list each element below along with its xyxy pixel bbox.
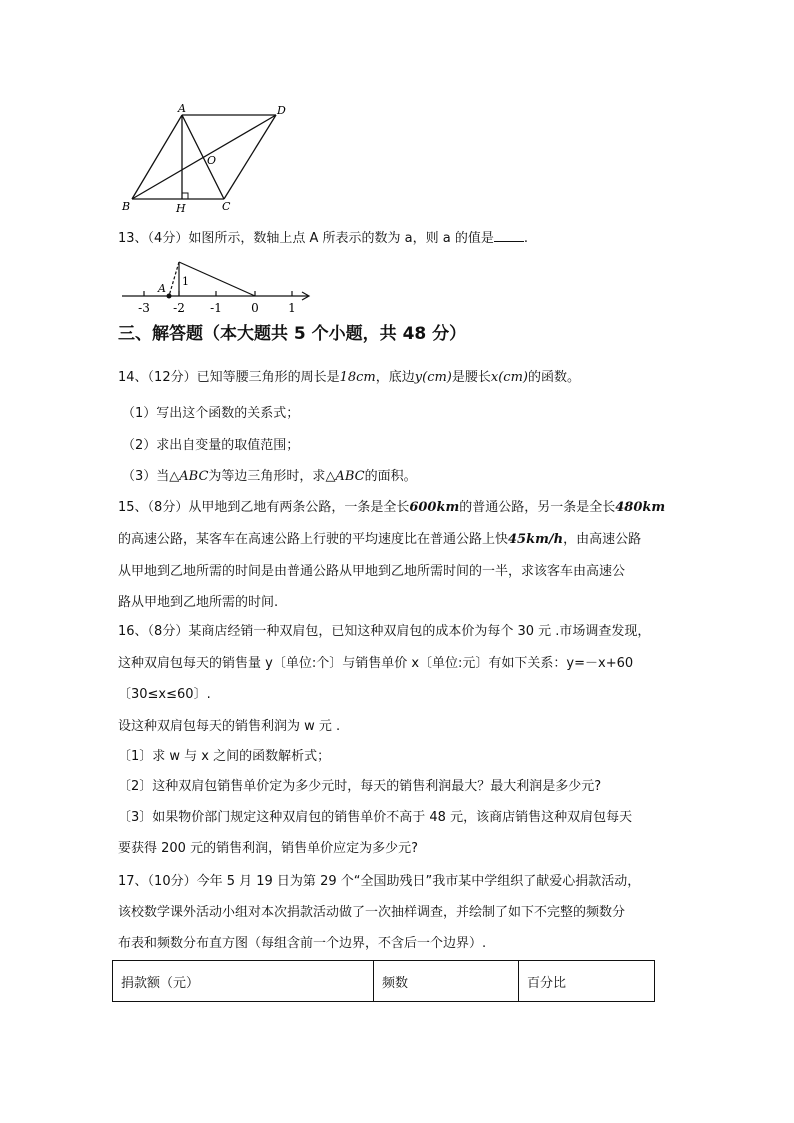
hypotenuse	[179, 262, 255, 296]
number-line-figure	[118, 253, 318, 317]
q14-body: 的函数。	[528, 370, 581, 385]
tick-label: -2	[173, 301, 185, 315]
q13-text	[118, 229, 528, 248]
q17-line1	[118, 873, 640, 891]
tick-label: 1	[288, 301, 296, 315]
q14-leg-var: x(cm)	[490, 370, 528, 385]
edge-dc	[224, 115, 276, 199]
q15-number: 15、	[118, 500, 148, 515]
label-h: H	[176, 202, 186, 215]
q14-body: 是腰长	[451, 370, 491, 385]
q16-sub3a: 〔3〕如果物价部门规定这种双肩包的销售单价不高于 48 元，该商店销售这种双肩包每天	[118, 810, 633, 825]
table-header-row	[113, 961, 655, 1002]
q17-score: （10分）	[147, 874, 197, 889]
q16-line3: 〔30≤x≤60〕.	[118, 687, 211, 702]
right-angle-mark	[182, 193, 188, 199]
q13-number: 13、	[118, 231, 148, 246]
tick-label: -3	[138, 301, 150, 315]
q15-body: 的高速公路，某客车在高速公路上行驶的平均速度比在普通公路上快	[118, 532, 509, 547]
q16-body: 某商店经销一种双肩包，已知这种双肩包的成本价为每个 30 元 .市场调查发现，	[188, 624, 651, 639]
tick-label: -1	[210, 301, 222, 315]
q14-sub3-text: （3）当	[122, 469, 170, 484]
label-a: A	[178, 102, 186, 115]
q14-sub1: （1）写出这个函数的关系式；	[122, 406, 300, 421]
q15-line2	[118, 531, 641, 549]
point-a-label: A	[158, 282, 166, 295]
q17-body: 今年 5 月 19 日为第 29 个“全国助残日”我市某中学组织了献爱心捐款活动，	[196, 874, 641, 889]
q15-distance-600: 600km	[409, 500, 460, 515]
q16-sub3b: 要获得 200 元的销售利润，销售单价应定为多少元?	[118, 841, 418, 856]
edge-ab	[132, 115, 182, 199]
q14-sub3	[122, 468, 417, 486]
q17-line2: 该校数学课外活动小组对本次捐款活动做了一次抽样调查，并绘制了如下不完整的频数分	[118, 905, 626, 920]
q14-triangle-abc: △ABC	[325, 469, 365, 484]
label-c: C	[222, 200, 231, 213]
q15-body: ，由高速公路	[563, 532, 642, 547]
label-o: O	[207, 154, 217, 167]
q13-score: （4分）	[147, 231, 189, 246]
q14-score: （12分）	[147, 370, 197, 385]
table-header-cell: 百分比	[519, 961, 655, 1002]
parallelogram-figure	[118, 100, 298, 220]
q15-line4: 路从甲地到乙地所需的时间.	[118, 595, 279, 610]
q17-line3: 布表和频数分布直方图（每组含前一个边界，不含后一个边界）.	[118, 936, 487, 951]
q15-body: 的普通公路，另一条是全长	[459, 500, 616, 515]
q14-base-var: y(cm)	[414, 370, 452, 385]
q15-body: 从甲地到乙地有两条公路，一条是全长	[188, 500, 410, 515]
tick-label: 0	[251, 301, 259, 315]
q14-body: 已知等腰三角形的周长是	[196, 370, 340, 385]
label-b: B	[122, 200, 131, 213]
frequency-table	[112, 960, 655, 1002]
answer-blank	[494, 229, 524, 242]
q16-line4: 设这种双肩包每天的销售利润为 w 元 .	[118, 719, 341, 734]
q16-score: （8分）	[147, 624, 189, 639]
q16-number: 16、	[118, 624, 148, 639]
diagonal-ac	[182, 115, 224, 199]
q13-end: .	[523, 231, 528, 246]
q15-line3: 从甲地到乙地所需的时间是由普通公路从甲地到乙地所需时间的一半，求该客车由高速公	[118, 564, 626, 579]
q15-line1	[118, 499, 665, 517]
q16-line2: 这种双肩包每天的销售量 y〔单位:个〕与销售单价 x〔单位:元〕有如下关系：y=－x+60	[118, 656, 634, 671]
q16-sub2: 〔2〕这种双肩包销售单价定为多少元时，每天的销售利润最大？最大利润是多少元?	[118, 779, 602, 794]
q14-sub2: （2）求出自变量的取值范围；	[122, 438, 300, 453]
q14-sub3-text: 为等边三角形时，求	[208, 469, 326, 484]
height-label: 1	[182, 275, 189, 288]
q14-body: ，底边	[375, 370, 415, 385]
q13-body: 如图所示，数轴上点 A 所表示的数为 a，则 a 的值是	[188, 231, 494, 246]
q14-text	[118, 369, 580, 387]
q15-speed-45: 45km/h	[508, 532, 564, 547]
table-header-cell: 捐款额（元）	[113, 961, 374, 1002]
q15-distance-480: 480km	[615, 500, 666, 515]
section-heading: 三、解答题（本大题共 5 个小题，共 48 分）	[118, 324, 467, 344]
q17-number: 17、	[118, 874, 148, 889]
q14-number: 14、	[118, 370, 148, 385]
diagonal-bd	[132, 115, 276, 199]
q14-sub3-text: 的面积。	[364, 469, 417, 484]
q15-score: （8分）	[147, 500, 189, 515]
label-d: D	[277, 104, 286, 117]
q14-triangle-abc: △ABC	[169, 469, 209, 484]
arc-dashed	[169, 262, 179, 296]
table-header-cell: 频数	[374, 961, 519, 1002]
q14-perimeter: 18cm	[339, 370, 376, 385]
point-a-dot	[167, 294, 172, 299]
q16-line1	[118, 623, 650, 641]
q16-sub1: 〔1〕求 w 与 x 之间的函数解析式；	[118, 749, 331, 764]
